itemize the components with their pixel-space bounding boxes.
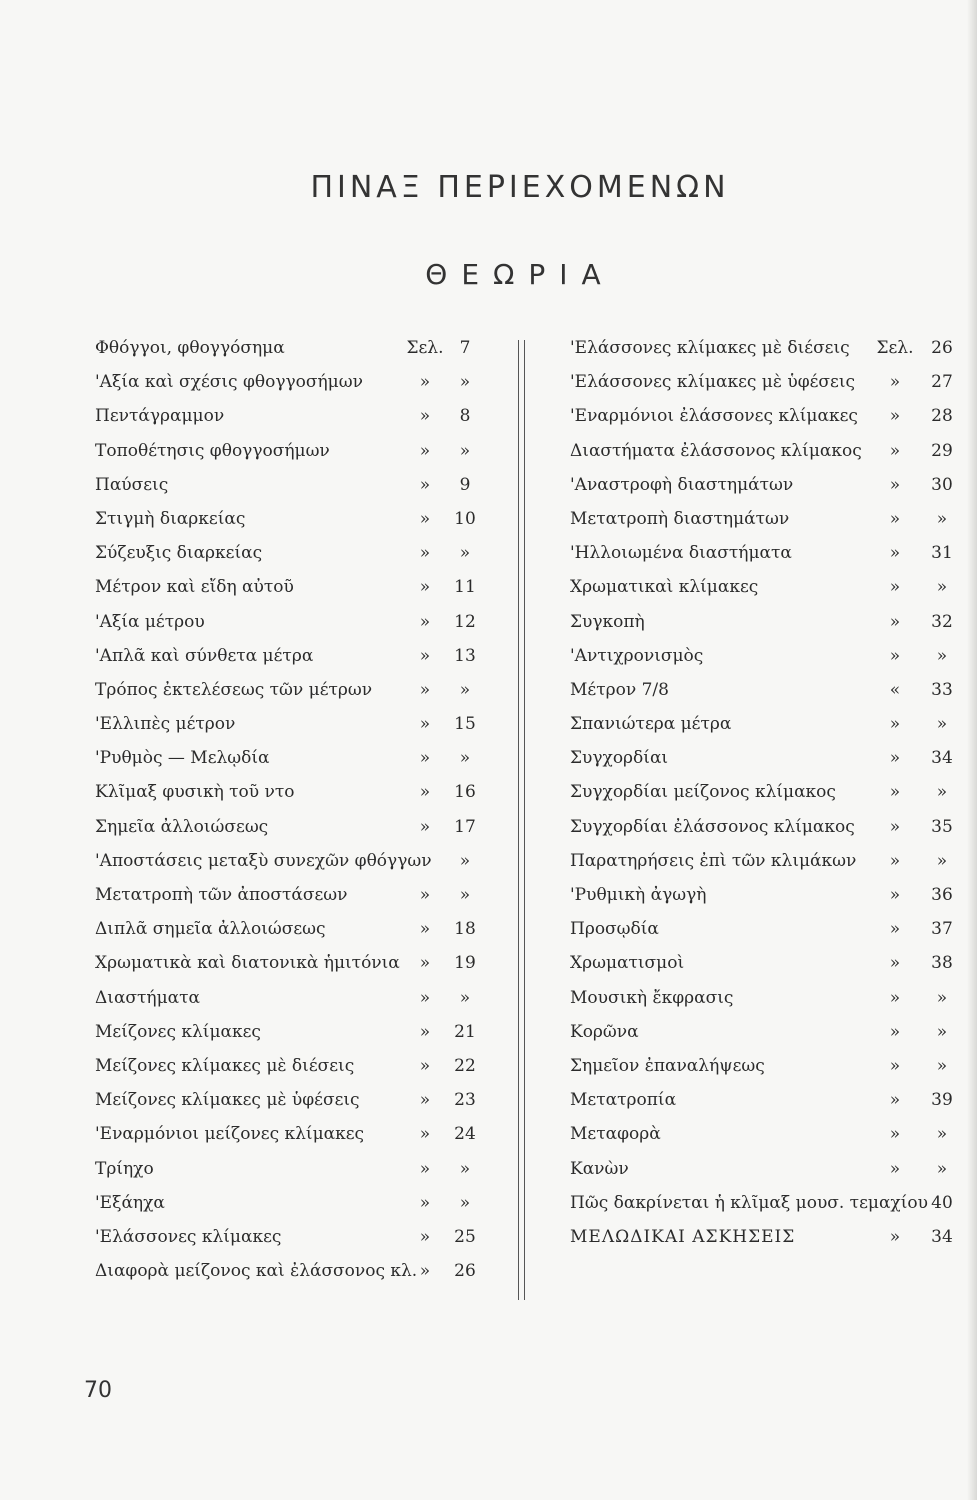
toc-entry-page: 30 [931,474,953,495]
toc-entry-title: Διαστήματα [95,987,201,1008]
toc-entry-title: 'Αντιχρονισμὸς [570,645,704,666]
toc-entry [95,949,480,983]
toc-entry-page: 7 [459,338,471,358]
toc-entry-title: 'Ρυθμικὴ ἀγωγὴ [570,885,707,905]
toc-entry-page: » [936,645,948,666]
toc-entry-page: » [936,1055,948,1076]
column-divider [518,340,525,1300]
toc-entry-ditto: » [419,782,431,803]
toc-entry-title: 'Ρυθμὸς — Μελῳδία [95,748,270,769]
toc-entry-title: Μέτρον 7/8 [570,679,669,700]
toc-entry-ditto: » [419,1158,431,1179]
toc-entry-ditto: » [889,850,901,871]
toc-entry-page: 13 [454,645,476,666]
toc-entry-title: Σύζευξις διαρκείας [95,543,263,564]
toc-entry-ditto: » [419,1192,431,1213]
toc-entry-title: Χρωματισμοὶ [570,953,685,974]
toc-entry [570,1086,955,1120]
toc-entry-page: 33 [931,679,953,700]
toc-entry-page: 27 [931,372,953,393]
toc-entry [95,676,480,710]
toc-entry-title: Μετατροπὴ διαστημάτων [570,508,790,529]
toc-entry-page: 23 [454,1090,476,1111]
toc-entry-title: ΜΕΛΩΔΙΚΑΙ ΑΣΚΗΣΕΙΣ [570,1226,796,1247]
toc-entry-title: Προσῳδία [570,919,659,940]
toc-entry-title: Τρίηχο [95,1158,154,1179]
toc-entry-ditto: » [889,885,901,905]
toc-entry-title: Χρωματικαὶ κλίμακες [570,577,759,598]
toc-entry-title: Μείζονες κλίμακες [95,1021,261,1042]
toc-entry [95,778,480,812]
toc-entry-title: Κανὼν [570,1158,629,1179]
toc-entry-title: Σημεῖα ἀλλοιώσεως [95,816,269,837]
toc-entry-page: » [936,987,948,1008]
toc-entry-title: Μέτρον καὶ εἴδη αὐτοῦ [95,577,294,598]
toc-entry-ditto: » [889,440,901,461]
toc-entry-ditto: » [419,816,431,837]
toc-entry [95,1086,480,1120]
toc-entry-page: » [459,850,471,871]
toc-entry-page: 11 [454,577,476,598]
toc-entry [95,984,480,1018]
toc-entry-ditto: » [419,543,431,564]
toc-entry-page: 25 [454,1226,476,1247]
toc-entry-title: 'Ελάσσονες κλίμακες μὲ ὑφέσεις [570,372,856,393]
toc-entry-page: » [459,885,471,905]
toc-entry [570,437,955,471]
toc-entry-page: 16 [454,782,476,803]
toc-entry [95,915,480,949]
toc-entry-ditto: » [419,714,431,735]
toc-entry-page: » [459,440,471,461]
toc-entry-title: 'Αναστροφὴ διαστημάτων [570,474,794,495]
toc-entry-title: 'Εναρμόνιοι μείζονες κλίμακες [95,1124,365,1145]
toc-entry-title: Πεντάγραμμον [95,406,225,427]
toc-entry [95,505,480,539]
toc-entry-title: Μουσικὴ ἔκφρασις [570,987,734,1008]
toc-entry-title: Συγχορδίαι ἐλάσσονος κλίμακος [570,816,855,837]
toc-entry [570,505,955,539]
toc-entry-page: » [936,1124,948,1145]
toc-entry-page: 39 [931,1090,953,1111]
toc-entry [95,881,480,915]
toc-entry-page: 19 [454,953,476,974]
toc-entry-page: » [936,1021,948,1042]
toc-entry-title: Κορῶνα [570,1021,639,1042]
toc-entry-title: Μετατροπία [570,1090,677,1111]
toc-entry [95,642,480,676]
toc-entry [570,949,955,983]
toc-right-column [570,334,955,1257]
toc-entry [570,915,955,949]
toc-entry-ditto: « [889,679,901,700]
toc-entry [95,710,480,744]
toc-entry-ditto: » [889,748,901,769]
toc-entry-ditto: » [889,372,901,393]
toc-entry [95,744,480,778]
toc-entry [570,608,955,642]
toc-entry-page: 32 [931,611,953,632]
toc-entry-page: 34 [931,748,953,769]
toc-entry-ditto: » [419,577,431,598]
toc-entry [95,608,480,642]
toc-entry [95,1018,480,1052]
section-title: ΘΕΩΡΙΑ [425,258,615,291]
toc-entry [570,1120,955,1154]
toc-entry-ditto: Σελ. [406,338,444,358]
toc-entry-ditto: » [889,1055,901,1076]
toc-entry-page: 37 [931,919,953,940]
toc-entry-ditto: » [419,508,431,529]
toc-entry [95,1052,480,1086]
toc-entry-page: » [936,850,948,871]
toc-entry [570,881,955,915]
toc-entry [95,813,480,847]
toc-entry-title: Διαστήματα ἐλάσσονος κλίμακος [570,440,862,461]
toc-entry-ditto: » [889,987,901,1008]
toc-entry-title: 'Ελλιπὲς μέτρον [95,714,236,735]
toc-entry-ditto: » [419,1124,431,1145]
toc-entry-ditto: » [889,816,901,837]
toc-entry [95,437,480,471]
toc-entry-page: 26 [931,338,953,358]
toc-entry-title: Τοποθέτησις φθογγοσήμων [95,440,330,461]
toc-entry-title: 'Ηλλοιωμένα διαστήματα [570,543,792,564]
toc-entry-page: » [459,987,471,1008]
toc-entry [95,1257,480,1291]
toc-entry-page: 8 [459,406,471,427]
toc-entry [570,1052,955,1086]
page-title: ΠΙΝΑΞ ΠΕΡΙΕΧΟΜΕΝΩΝ [310,170,730,205]
toc-entry [570,368,955,402]
toc-entry-page: » [459,543,471,564]
toc-entry-title: Σπανιώτερα μέτρα [570,714,732,735]
toc-entry-page: » [936,508,948,529]
toc-entry-title: Στιγμὴ διαρκείας [95,508,246,529]
toc-entry [570,744,955,778]
toc-entry-ditto: » [419,748,431,769]
toc-entry-title: Μετατροπὴ τῶν ἀποστάσεων [95,885,348,905]
toc-entry-ditto: » [889,543,901,564]
toc-entry-page: » [936,782,948,803]
toc-entry-title: Μείζονες κλίμακες μὲ διέσεις [95,1055,355,1076]
toc-entry-ditto: » [889,508,901,529]
toc-entry [570,813,955,847]
toc-entry-ditto: » [419,406,431,427]
toc-entry-ditto: » [419,919,431,940]
toc-entry-page: 38 [931,953,953,974]
toc-entry [570,642,955,676]
page-edge-shadow [967,0,977,1500]
toc-entry [570,1189,955,1223]
toc-entry-ditto: » [889,714,901,735]
toc-entry-ditto: » [419,987,431,1008]
toc-entry-ditto: » [419,1021,431,1042]
toc-entry [95,1120,480,1154]
toc-entry-title: Συγκοπὴ [570,611,645,632]
toc-entry-title: Κλῖμαξ φυσικὴ τοῦ ντο [95,782,295,803]
toc-entry-ditto: » [419,1055,431,1076]
toc-entry-title: Χρωματικὰ καὶ διατονικὰ ἡμιτόνια [95,953,400,974]
toc-entry-title: Συγχορδίαι μείζονος κλίμακος [570,782,836,803]
toc-left-column [95,334,480,1291]
toc-entry-page: 31 [931,543,953,564]
toc-entry-ditto: » [419,953,431,974]
toc-entry-title: 'Αξία μέτρου [95,611,205,632]
toc-entry [570,1155,955,1189]
toc-entry-title: Συγχορδίαι [570,748,669,769]
toc-entry-page: » [459,679,471,700]
toc-entry-ditto: » [889,1124,901,1145]
toc-entry [570,1223,955,1257]
toc-entry [95,368,480,402]
toc-entry-title: Διαφορὰ μείζονος καὶ ἐλάσσονος κλ. [95,1261,418,1282]
toc-entry-title: Μεταφορὰ [570,1124,661,1145]
toc-entry-ditto: » [889,953,901,974]
toc-entry-title: 'Απλᾶ καὶ σύνθετα μέτρα [95,645,314,666]
toc-entry-page: 28 [931,406,953,427]
toc-entry-ditto: » [889,577,901,598]
toc-entry-page: 24 [454,1124,476,1145]
toc-entry-title: Μείζονες κλίμακες μὲ ὑφέσεις [95,1090,360,1111]
toc-entry-title: 'Ελάσσονες κλίμακες [95,1226,282,1247]
toc-entry-page: 36 [931,885,953,905]
toc-entry-ditto: » [889,1090,901,1111]
toc-entry-page: 10 [454,508,476,529]
toc-entry [570,1018,955,1052]
toc-entry-ditto: » [889,406,901,427]
toc-entry-page: 26 [454,1261,476,1282]
toc-entry [570,984,955,1018]
toc-entry [95,471,480,505]
toc-entry-page: » [936,577,948,598]
toc-entry-ditto: » [889,474,901,495]
toc-entry-title: 'Εναρμόνιοι ἐλάσσονες κλίμακες [570,406,858,427]
toc-entry-ditto: » [419,1226,431,1247]
toc-entry [570,710,955,744]
toc-entry-title: Παρατηρήσεις ἐπὶ τῶν κλιμάκων [570,850,857,871]
toc-entry-title: Πῶς δακρίνεται ἡ κλῖμαξ μουσ. τεμαχίου [570,1192,928,1213]
toc-entry [570,847,955,881]
toc-entry-ditto: » [419,440,431,461]
toc-entry-title: Διπλᾶ σημεῖα ἀλλοιώσεως [95,919,326,940]
toc-entry-ditto: » [419,372,431,393]
toc-entry-title: Σημεῖον ἐπαναλήψεως [570,1055,765,1076]
toc-entry-page: 22 [454,1055,476,1076]
toc-entry [95,1155,480,1189]
toc-entry-title: 'Εξάηχα [95,1192,165,1213]
toc-entry-page: » [936,1158,948,1179]
toc-entry [95,539,480,573]
toc-entry [95,402,480,436]
toc-entry-title: Παύσεις [95,474,169,495]
toc-entry [570,402,955,436]
toc-entry [95,573,480,607]
toc-entry-ditto: » [889,1158,901,1179]
toc-entry-ditto: » [889,1226,901,1247]
toc-entry-ditto: » [419,474,431,495]
toc-entry-page: 12 [454,611,476,632]
page-number: 70 [84,1378,112,1403]
toc-entry [570,676,955,710]
toc-entry-ditto: » [419,1090,431,1111]
toc-entry [570,334,955,368]
toc-entry-page: 18 [454,919,476,940]
toc-entry-ditto: Σελ. [876,338,914,358]
toc-entry-title: 'Αποστάσεις μεταξὺ συνεχῶν φθόγγων [95,850,432,871]
toc-entry-page: » [459,748,471,769]
toc-entry-ditto: » [889,1021,901,1042]
toc-entry-page: 29 [931,440,953,461]
toc-entry [95,847,480,881]
toc-entry [95,1189,480,1223]
toc-entry-ditto: » [419,1261,431,1282]
toc-entry [570,539,955,573]
toc-entry-page: » [459,1192,471,1213]
toc-entry-title: 'Αξία καὶ σχέσις φθογγοσήμων [95,372,363,393]
toc-entry-page: 34 [931,1226,953,1247]
toc-entry-ditto: » [889,782,901,803]
toc-entry-page: » [459,372,471,393]
toc-entry-page: 21 [454,1021,476,1042]
toc-entry-page: 15 [454,714,476,735]
toc-entry-page: 17 [454,816,476,837]
toc-entry [95,334,480,368]
toc-entry [570,471,955,505]
toc-entry-title: 'Ελάσσονες κλίμακες μὲ διέσεις [570,338,850,358]
toc-entry [95,1223,480,1257]
toc-entry-ditto: » [889,919,901,940]
toc-entry [570,573,955,607]
toc-entry-ditto: » [889,645,901,666]
toc-entry-page: 35 [931,816,953,837]
toc-entry-page: » [936,714,948,735]
toc-entry-page: » [459,1158,471,1179]
toc-entry-title: Τρόπος ἐκτελέσεως τῶν μέτρων [95,679,373,700]
toc-entry-ditto: » [419,645,431,666]
toc-entry-ditto: » [419,679,431,700]
toc-entry-title: Φθόγγοι, φθογγόσημα [95,338,285,358]
toc-entry-ditto: » [419,885,431,905]
toc-entry-page: 9 [459,474,471,495]
toc-entry [570,778,955,812]
toc-entry-page: 40 [931,1192,953,1213]
toc-entry-ditto: » [419,611,431,632]
toc-entry-ditto: » [889,611,901,632]
